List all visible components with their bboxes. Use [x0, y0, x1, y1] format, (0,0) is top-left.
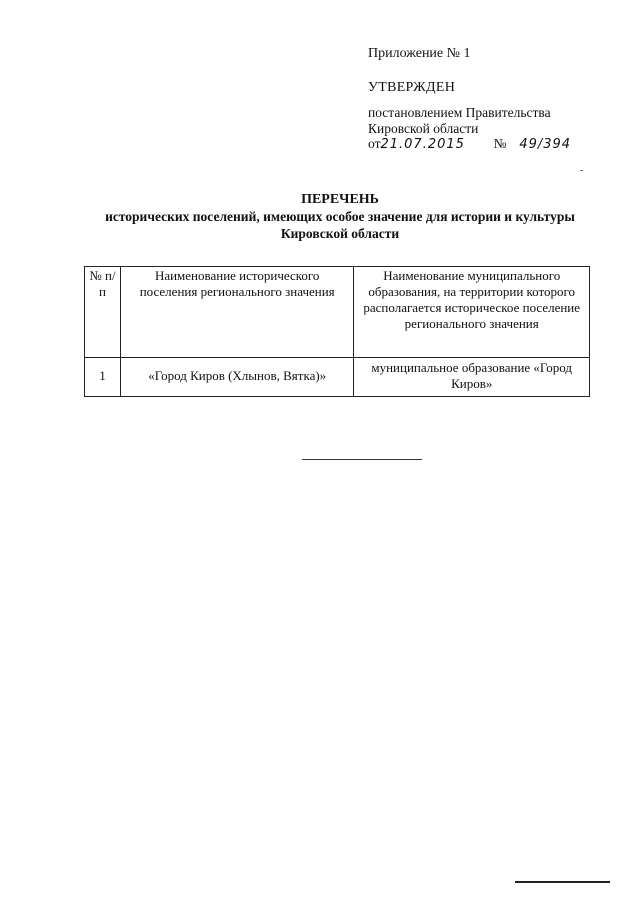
header-cell-municipality: Наименование муниципального образования, на территории которого располагается историческое поселение регионального значения	[354, 267, 590, 358]
appendix-label: Приложение № 1	[368, 46, 471, 61]
cell-settlement: «Город Киров (Хлынов, Вятка)»	[120, 358, 354, 397]
approved-by-line2: Кировской области	[368, 121, 479, 136]
table-row	[85, 358, 590, 397]
settlements-table	[84, 266, 590, 397]
number-prefix: №	[493, 136, 507, 151]
header-cell-number: № п/п	[85, 267, 121, 358]
approved-by-line1: постановлением Правительства	[368, 105, 551, 120]
scan-mark	[580, 170, 583, 171]
document-title: ПЕРЕЧЕНЬ	[301, 192, 379, 207]
handwritten-number: 49/394	[519, 137, 572, 152]
approved-label: УТВЕРЖДЕН	[368, 80, 456, 95]
bottom-edge-line	[515, 881, 610, 883]
cell-municipality: муниципальное образование «Город Киров»	[354, 358, 590, 397]
decree-date-number	[368, 136, 571, 152]
cell-number: 1	[85, 358, 121, 397]
date-prefix: от	[368, 136, 381, 151]
header-cell-settlement: Наименование исторического поселения регионального значения	[120, 267, 354, 358]
separator-line	[302, 459, 422, 460]
document-subtitle: исторических поселений, имеющих особое значение для истории и культуры Кировской области	[105, 209, 575, 241]
table-header-row	[85, 267, 590, 358]
handwritten-date: 21.07.2015	[380, 137, 465, 152]
